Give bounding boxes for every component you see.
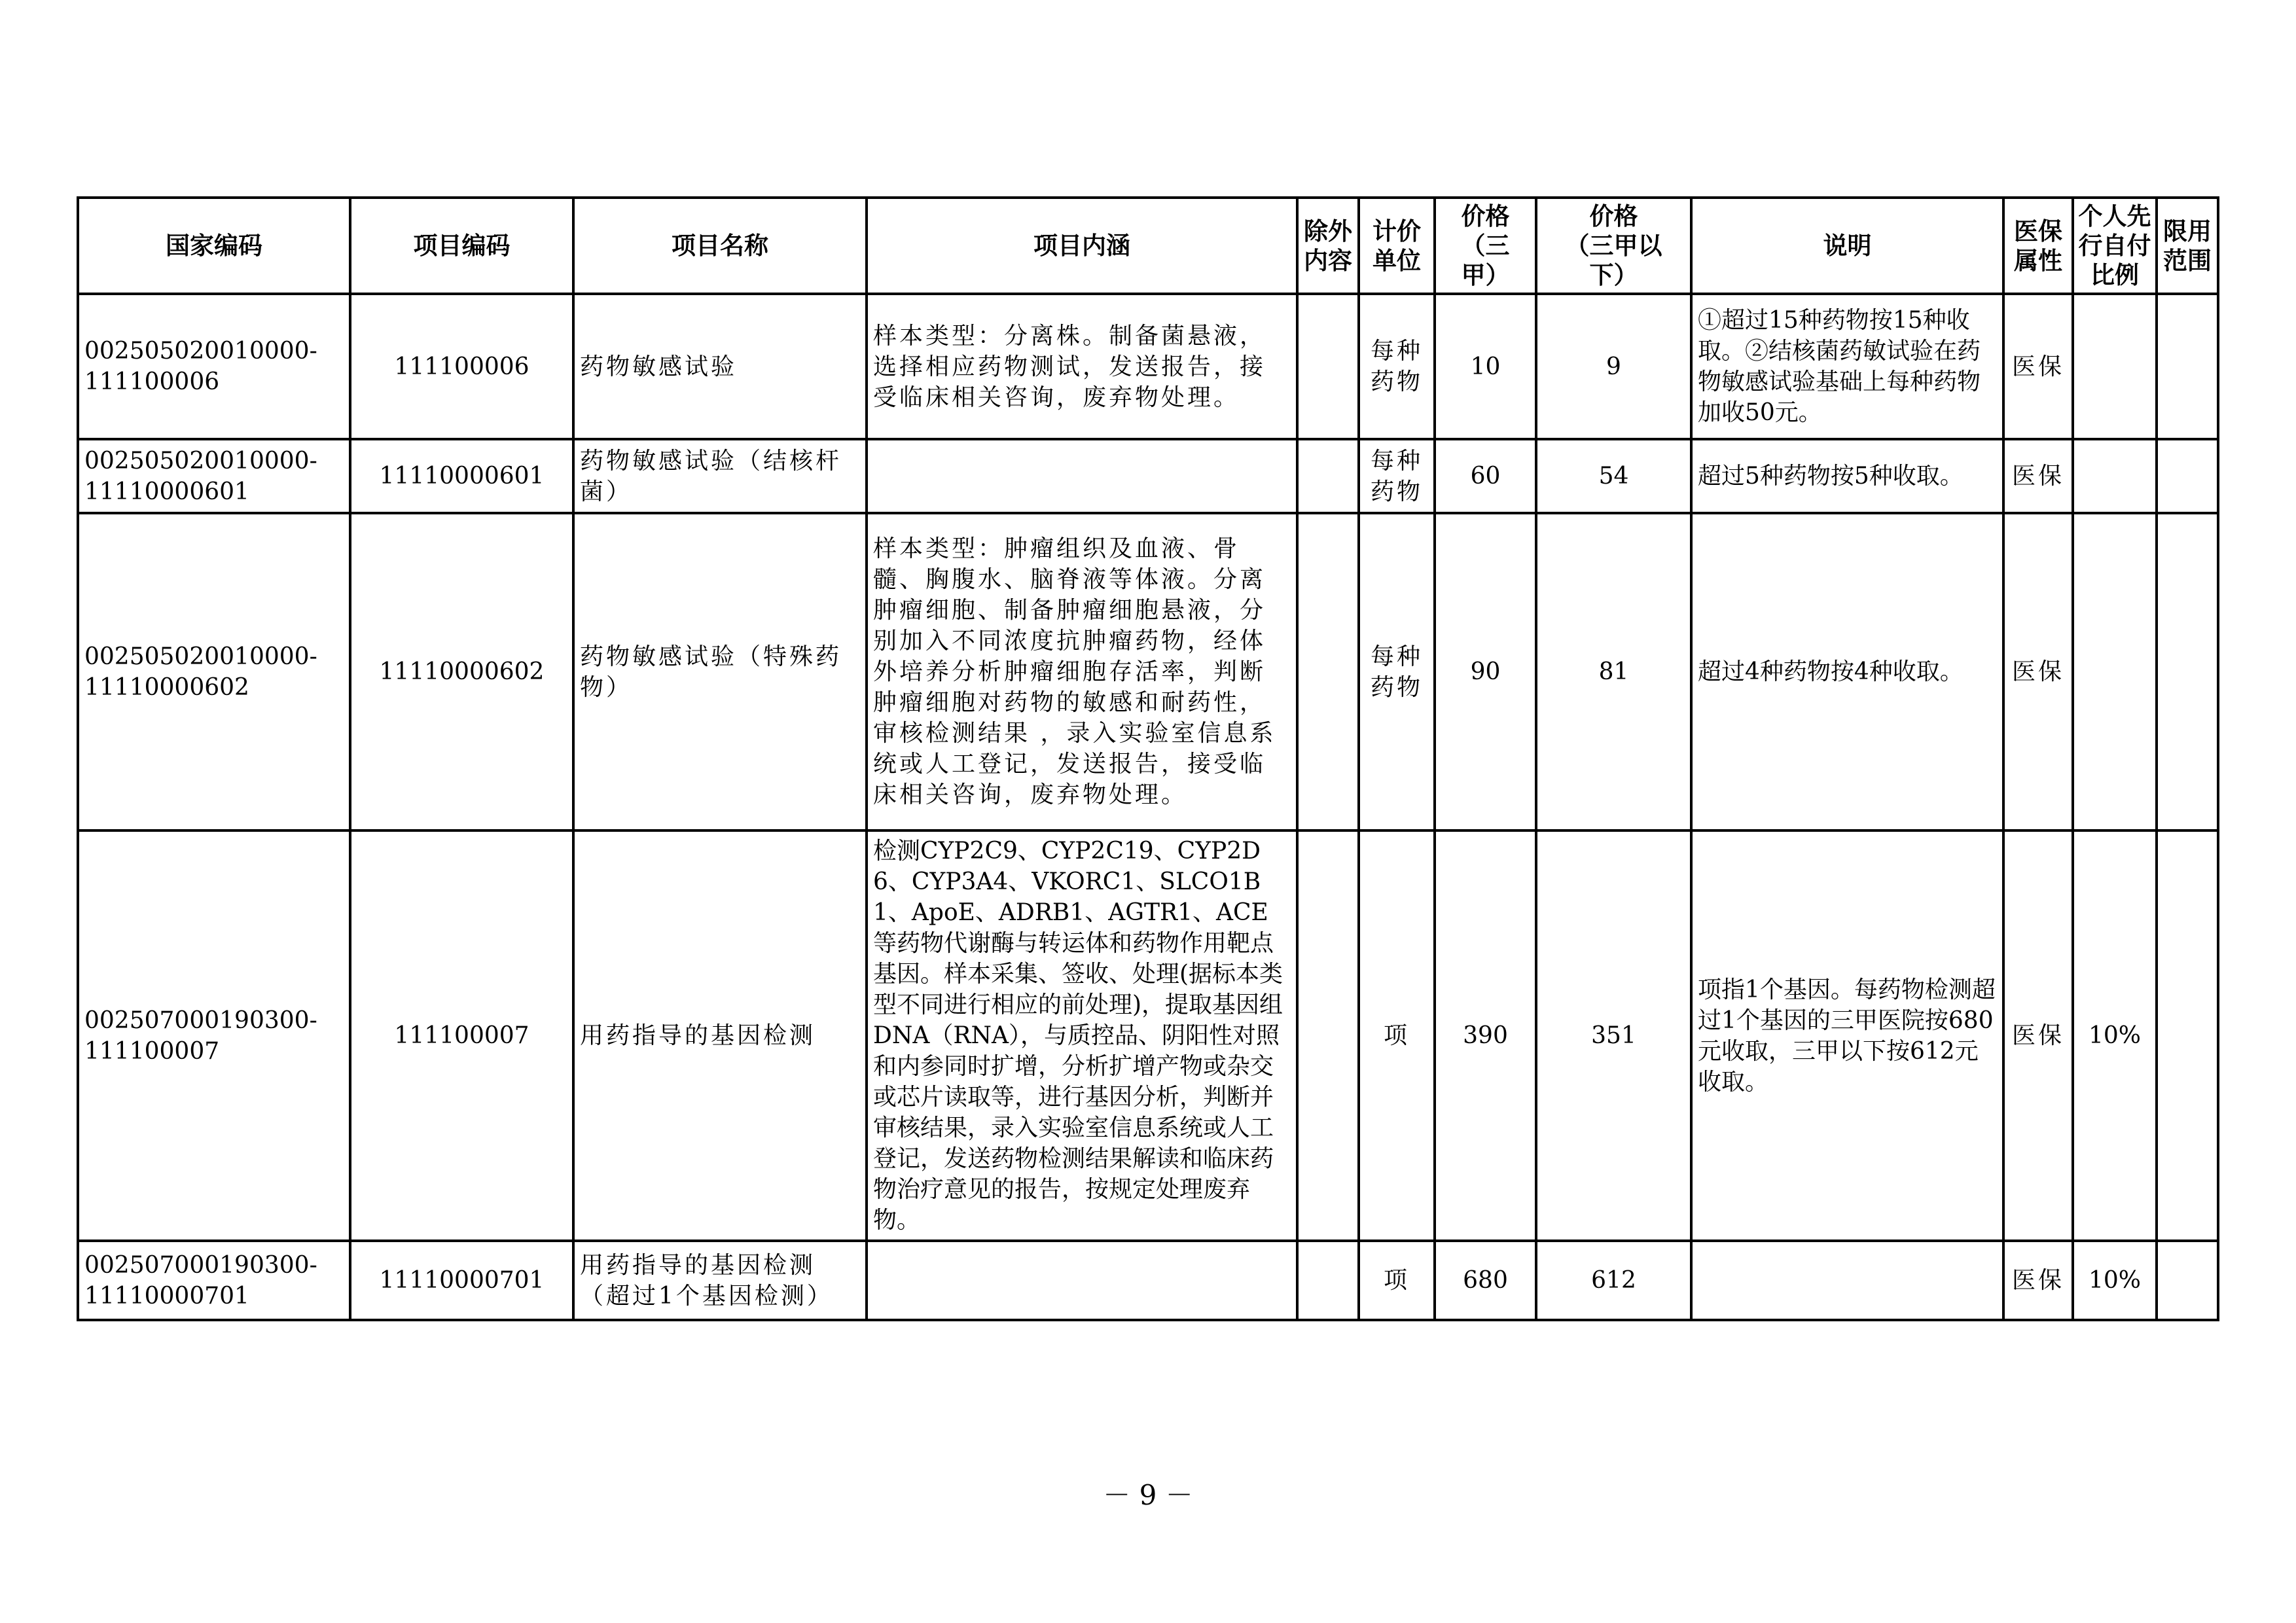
price-tier3a: 10 <box>1435 294 1536 439</box>
insurance-attr: 医保 <box>2003 830 2073 1241</box>
excluded-content <box>1297 830 1359 1241</box>
project-name: 药物敏感试验（特殊药物） <box>573 513 867 830</box>
excluded-content <box>1297 513 1359 830</box>
project-code: 11110000602 <box>350 513 573 830</box>
self-pay-ratio <box>2073 513 2157 830</box>
price-table <box>77 196 2219 1321</box>
pricing-unit: 项 <box>1359 1241 1435 1320</box>
insurance-attr: 医保 <box>2003 294 2073 439</box>
price-below: 9 <box>1536 294 1691 439</box>
pricing-unit: 项 <box>1359 830 1435 1241</box>
excluded-content <box>1297 294 1359 439</box>
table-row <box>78 294 2218 439</box>
project-name: 药物敏感试验（结核杆菌） <box>573 439 867 513</box>
project-name: 用药指导的基因检测（超过1个基因检测） <box>573 1241 867 1320</box>
price-below: 351 <box>1536 830 1691 1241</box>
pricing-unit: 每种 药物 <box>1359 439 1435 513</box>
self-pay-ratio: 10% <box>2073 830 2157 1241</box>
header-insurance: 医保 属性 <box>2003 198 2073 294</box>
note <box>1691 1241 2003 1320</box>
project-content <box>867 1241 1297 1320</box>
header-self-pay: 个人先 行自付 比例 <box>2073 198 2157 294</box>
project-content: 检测CYP2C9、CYP2C19、CYP2D6、CYP3A4、VKORC1、SLCO1B1、ApoE、ADRB1、AGTR1、ACE等药物代谢酶与转运体和药物作用靶点基因。样本采集、签收、处理(据标本类型不同进行相应的前处理)，提取基因组DNA（RNA），与质控品、阴阳性对照和内参同时扩增，分析扩增产物或杂交或芯片读取等，进行基因分析，判断并审核结果，录入实验室信息系统或人工登记，发送药物检测结果解读和临床药物治疗意见的报告，按规定处理废弃物。 <box>867 830 1297 1241</box>
project-content: 样本类型：分离株。制备菌悬液，选择相应药物测试，发送报告，接受临床相关咨询，废弃物处理。 <box>867 294 1297 439</box>
insurance-attr: 医保 <box>2003 513 2073 830</box>
header-project-code: 项目编码 <box>350 198 573 294</box>
project-code: 111100006 <box>350 294 573 439</box>
project-code: 111100007 <box>350 830 573 1241</box>
price-tier3a: 90 <box>1435 513 1536 830</box>
header-project-name: 项目名称 <box>573 198 867 294</box>
excluded-content <box>1297 1241 1359 1320</box>
project-name: 药物敏感试验 <box>573 294 867 439</box>
limit-scope <box>2157 513 2218 830</box>
table-row <box>78 830 2218 1241</box>
price-tier3a: 60 <box>1435 439 1536 513</box>
limit-scope <box>2157 1241 2218 1320</box>
header-price-tier3a: 价格 （三 甲） <box>1435 198 1536 294</box>
pricing-unit: 每种 药物 <box>1359 513 1435 830</box>
header-excluded: 除外 内容 <box>1297 198 1359 294</box>
header-national-code: 国家编码 <box>78 198 350 294</box>
national-code: 002505020010000- 11110000601 <box>78 439 350 513</box>
insurance-attr: 医保 <box>2003 439 2073 513</box>
national-code: 002505020010000- 11110000602 <box>78 513 350 830</box>
project-name: 用药指导的基因检测 <box>573 830 867 1241</box>
price-below: 54 <box>1536 439 1691 513</box>
self-pay-ratio <box>2073 294 2157 439</box>
price-below: 612 <box>1536 1241 1691 1320</box>
note: 超过4种药物按4种收取。 <box>1691 513 2003 830</box>
project-content <box>867 439 1297 513</box>
header-row <box>78 198 2218 294</box>
self-pay-ratio <box>2073 439 2157 513</box>
table-row <box>78 513 2218 830</box>
price-tier3a: 390 <box>1435 830 1536 1241</box>
limit-scope <box>2157 439 2218 513</box>
national-code: 002507000190300- 111100007 <box>78 830 350 1241</box>
project-code: 11110000601 <box>350 439 573 513</box>
national-code: 002507000190300- 11110000701 <box>78 1241 350 1320</box>
national-code: 002505020010000- 111100006 <box>78 294 350 439</box>
price-below: 81 <box>1536 513 1691 830</box>
header-limit: 限用 范围 <box>2157 198 2218 294</box>
limit-scope <box>2157 830 2218 1241</box>
header-price-below: 价格 （三甲以 下） <box>1536 198 1691 294</box>
page-number: － 9 － <box>1103 1479 1193 1511</box>
note: 超过5种药物按5种收取。 <box>1691 439 2003 513</box>
insurance-attr: 医保 <box>2003 1241 2073 1320</box>
header-unit: 计价 单位 <box>1359 198 1435 294</box>
note: 项指1个基因。每药物检测超过1个基因的三甲医院按680元收取，三甲以下按612元收取。 <box>1691 830 2003 1241</box>
note: ①超过15种药物按15种收取。②结核菌药敏试验在药物敏感试验基础上每种药物加收50元。 <box>1691 294 2003 439</box>
pricing-unit: 每种 药物 <box>1359 294 1435 439</box>
project-code: 11110000701 <box>350 1241 573 1320</box>
limit-scope <box>2157 294 2218 439</box>
table-row <box>78 439 2218 513</box>
header-note: 说明 <box>1691 198 2003 294</box>
header-project-content: 项目内涵 <box>867 198 1297 294</box>
price-tier3a: 680 <box>1435 1241 1536 1320</box>
project-content: 样本类型：肿瘤组织及血液、骨髓、胸腹水、脑脊液等体液。分离肿瘤细胞、制备肿瘤细胞悬液，分别加入不同浓度抗肿瘤药物，经体外培养分析肿瘤细胞存活率，判断肿瘤细胞对药物的敏感和耐药性，审核检测结果 ，录入实验室信息系统或人工登记，发送报告，接受临床相关咨询，废弃物处理。 <box>867 513 1297 830</box>
table-row <box>78 1241 2218 1320</box>
excluded-content <box>1297 439 1359 513</box>
self-pay-ratio: 10% <box>2073 1241 2157 1320</box>
